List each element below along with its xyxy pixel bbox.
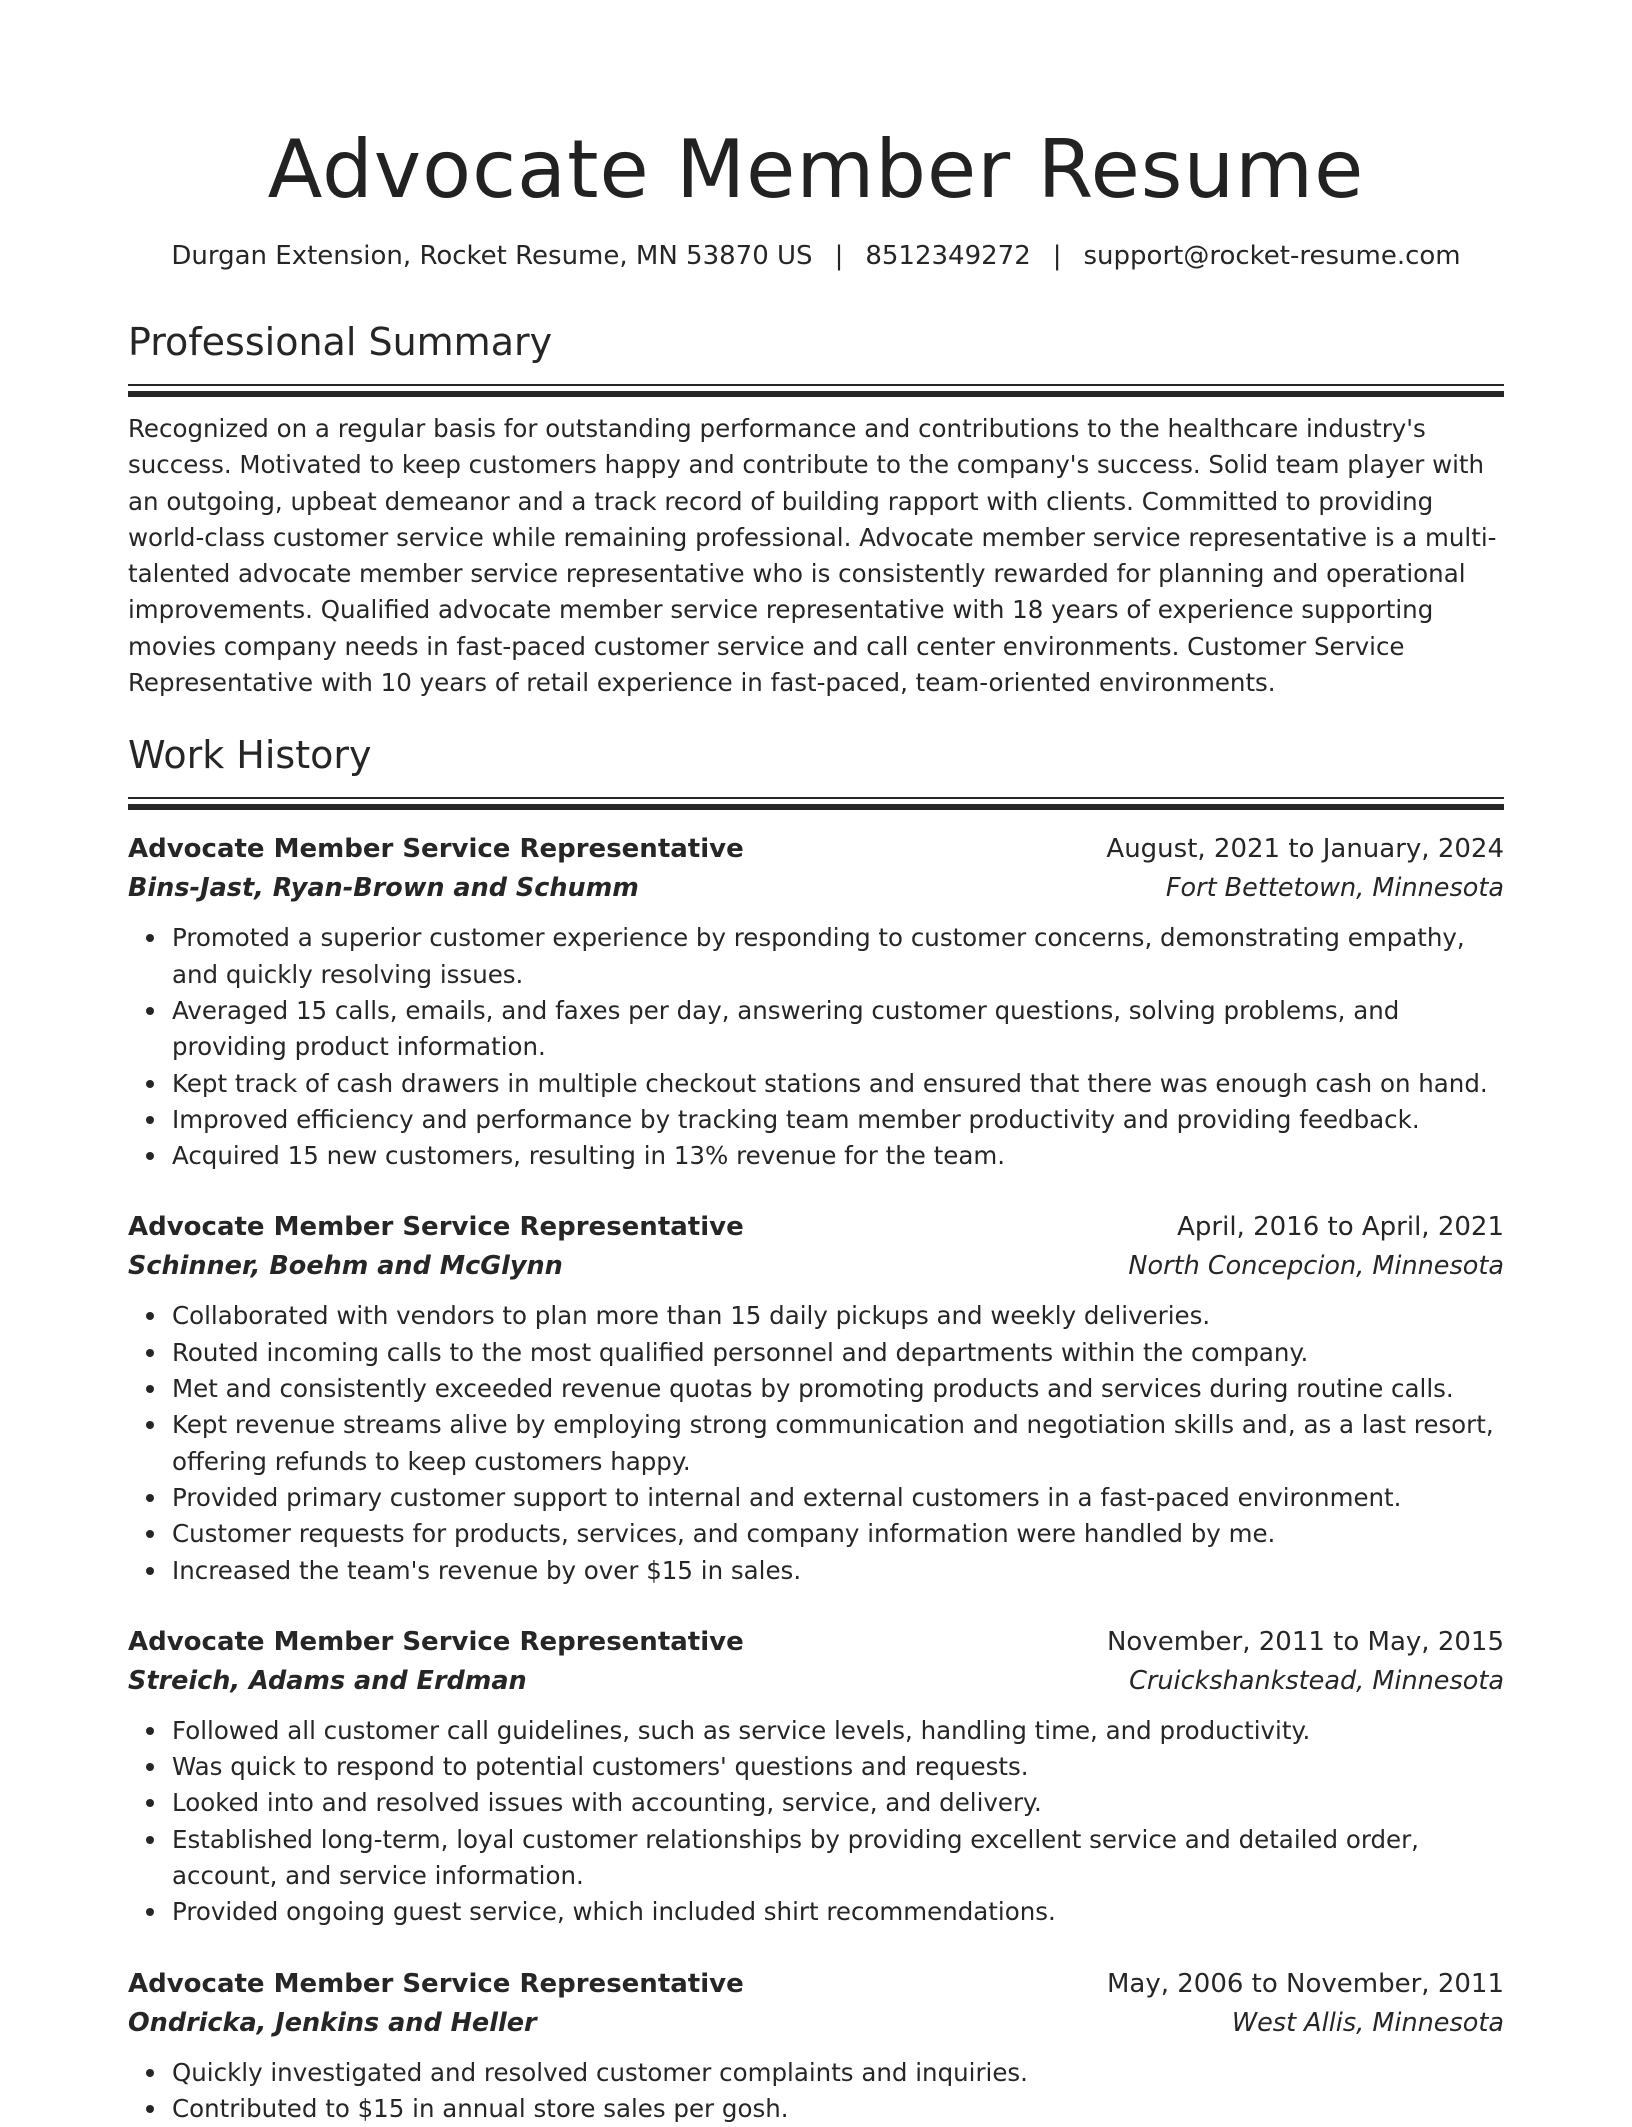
- job-entry: [128, 1965, 1504, 2127]
- divider-thick-line: [128, 804, 1504, 810]
- job-bullet-list: [128, 920, 1504, 1174]
- job-bullet-item: Quickly investigated and resolved customer complaints and inquiries.: [172, 2055, 1504, 2091]
- job-entry: [128, 1623, 1504, 1931]
- divider-thick-line: [128, 391, 1504, 397]
- job-bullet-item: Increased the team's revenue by over $15 in sales.: [172, 1553, 1504, 1589]
- job-subheader-row: [128, 1661, 1504, 1701]
- contact-line: [128, 238, 1504, 274]
- divider-thin-line: [128, 797, 1504, 799]
- professional-summary-section: [128, 316, 1504, 701]
- job-bullet-list: [128, 2055, 1504, 2127]
- contact-separator: |: [1052, 241, 1062, 271]
- job-title: Advocate Member Service Representative: [128, 1968, 744, 1999]
- job-bullet-list: [128, 1713, 1504, 1931]
- job-dates: April, 2016 to April, 2021: [1177, 1212, 1504, 1243]
- job-dates: August, 2021 to January, 2024: [1106, 834, 1504, 865]
- job-bullet-item: Contributed to $15 in annual store sales per gosh.: [172, 2091, 1504, 2127]
- job-company: Streich, Adams and Erdman: [128, 1665, 527, 1696]
- job-bullet-item: Met and consistently exceeded revenue quotas by promoting products and services during routine calls.: [172, 1371, 1504, 1407]
- job-title: Advocate Member Service Representative: [128, 834, 744, 865]
- job-title: Advocate Member Service Representative: [128, 1212, 744, 1243]
- job-location: West Allis, Minnesota: [1231, 2007, 1504, 2038]
- contact-email: support@rocket-resume.com: [1083, 241, 1461, 271]
- job-location: Cruickshankstead, Minnesota: [1129, 1665, 1504, 1696]
- resume-title: Advocate Member Resume: [267, 123, 1365, 216]
- summary-paragraph: Recognized on a regular basis for outstanding performance and contributions to the healthcare industry's success. Motivated to keep customers happy and contribute to the company's success. Solid team player with an outgoing, upbeat demeanor and a track record of building rapport with clients. Committed to providing world-class customer service while remaining professional. Advocate member service representative is a multi-talented advocate member service representative who is consistently rewarded for planning and operational improvements. Qualified advocate member service representative with 18 years of experience supporting movies company needs in fast-paced customer service and call center environments. Customer Service Representative with 10 years of retail experience in fast-paced, team-oriented environments.: [128, 414, 1497, 698]
- job-entry: [128, 830, 1504, 1174]
- job-bullet-item: Routed incoming calls to the most qualified personnel and departments within the company.: [172, 1335, 1504, 1371]
- job-bullet-item: Promoted a superior customer experience by responding to customer concerns, demonstrating empathy, and quickly resolving issues.: [172, 920, 1504, 993]
- job-header-row: [128, 830, 1504, 868]
- job-list: [128, 830, 1504, 2127]
- job-company: Ondricka, Jenkins and Heller: [128, 2007, 537, 2038]
- section-heading-work: Work History: [128, 733, 372, 778]
- divider-thin-line: [128, 384, 1504, 386]
- job-title: Advocate Member Service Representative: [128, 1626, 744, 1657]
- job-company: Bins-Jast, Ryan-Brown and Schumm: [128, 873, 639, 904]
- contact-phone: 8512349272: [865, 241, 1031, 271]
- job-header-row: [128, 1208, 1504, 1246]
- job-dates: November, 2011 to May, 2015: [1106, 1626, 1504, 1657]
- job-bullet-item: Followed all customer call guidelines, such as service levels, handling time, and productivity.: [172, 1713, 1504, 1749]
- job-bullet-item: Was quick to respond to potential customers' questions and requests.: [172, 1749, 1504, 1785]
- section-divider: [128, 797, 1504, 810]
- job-bullet-item: Looked into and resolved issues with accounting, service, and delivery.: [172, 1785, 1504, 1821]
- job-location: North Concepcion, Minnesota: [1128, 1251, 1504, 1282]
- resume-content: [128, 0, 1504, 2127]
- job-entry: [128, 1208, 1504, 1588]
- job-company: Schinner, Boehm and McGlynn: [128, 1251, 563, 1282]
- contact-address: Durgan Extension, Rocket Resume, MN 53870 US: [171, 241, 813, 271]
- job-subheader-row: [128, 1246, 1504, 1286]
- job-subheader-row: [128, 2003, 1504, 2043]
- job-subheader-row: [128, 868, 1504, 908]
- job-bullet-list: [128, 1298, 1504, 1588]
- section-heading-summary: Professional Summary: [128, 320, 553, 364]
- job-bullet-item: Averaged 15 calls, emails, and faxes per day, answering customer questions, solving problems, and providing product information.: [172, 993, 1504, 1066]
- job-bullet-item: Kept revenue streams alive by employing strong communication and negotiation skills and, as a last resort, offering refunds to keep customers happy.: [172, 1407, 1504, 1480]
- job-location: Fort Bettetown, Minnesota: [1165, 873, 1504, 904]
- section-divider: [128, 384, 1504, 397]
- job-bullet-item: Provided primary customer support to internal and external customers in a fast-paced environment.: [172, 1480, 1504, 1516]
- job-bullet-item: Provided ongoing guest service, which included shirt recommendations.: [172, 1894, 1504, 1930]
- job-bullet-item: Acquired 15 new customers, resulting in 13% revenue for the team.: [172, 1138, 1504, 1174]
- job-bullet-item: Established long-term, loyal customer relationships by providing excellent service and detailed order, account, and service information.: [172, 1822, 1504, 1895]
- job-bullet-item: Customer requests for products, services, and company information were handled by me.: [172, 1516, 1504, 1552]
- job-header-row: [128, 1623, 1504, 1661]
- job-header-row: [128, 1965, 1504, 2003]
- work-history-section: [128, 729, 1504, 2127]
- job-dates: May, 2006 to November, 2011: [1106, 1968, 1504, 1999]
- job-bullet-item: Kept track of cash drawers in multiple checkout stations and ensured that there was enough cash on hand.: [172, 1066, 1504, 1102]
- job-bullet-item: Collaborated with vendors to plan more than 15 daily pickups and weekly deliveries.: [172, 1298, 1504, 1334]
- job-bullet-item: Improved efficiency and performance by tracking team member productivity and providing feedback.: [172, 1102, 1504, 1138]
- contact-separator: |: [834, 241, 844, 271]
